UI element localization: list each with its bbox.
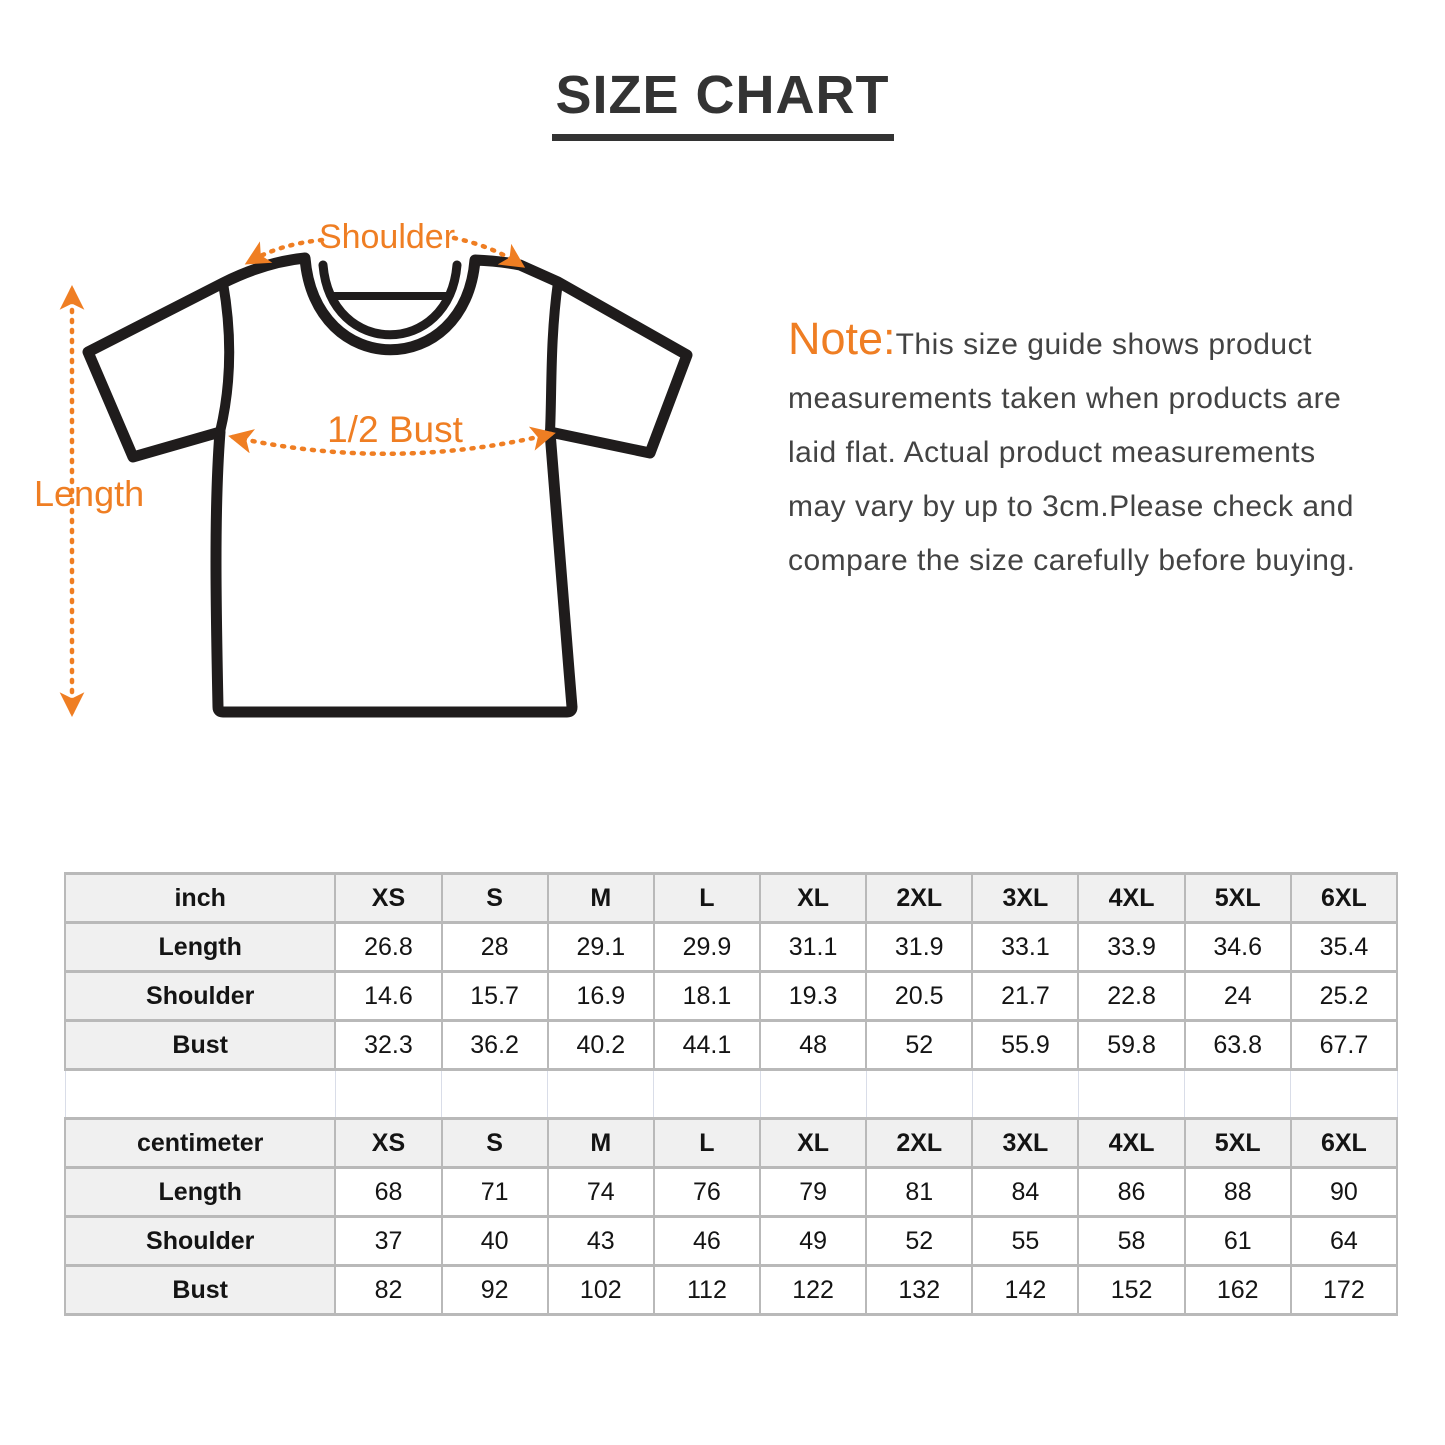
measurement-value: 18.1	[654, 972, 760, 1021]
length-label: Length	[34, 473, 145, 514]
measurement-value: 58	[1078, 1217, 1184, 1266]
inch-header-row	[65, 874, 1397, 923]
measurement-value: 102	[548, 1266, 654, 1315]
size-header: 4XL	[1078, 874, 1184, 923]
note	[788, 312, 1398, 588]
measurement-value: 76	[654, 1168, 760, 1217]
measurement-value: 15.7	[442, 972, 548, 1021]
size-chart-tables	[64, 872, 1398, 1316]
size-header: 6XL	[1291, 1119, 1397, 1168]
spacer-cell	[548, 1070, 654, 1119]
shoulder-label: Shoulder	[318, 218, 456, 256]
measurement-value: 44.1	[654, 1021, 760, 1070]
spacer-cell	[65, 1070, 335, 1119]
measurement-value: 55.9	[972, 1021, 1078, 1070]
measurement-value: 33.9	[1078, 923, 1184, 972]
measurement-value: 142	[972, 1266, 1078, 1315]
measurement-value: 36.2	[442, 1021, 548, 1070]
size-header: S	[442, 874, 548, 923]
measurement-value: 29.1	[548, 923, 654, 972]
tshirt-outline	[88, 258, 687, 712]
measurement-value: 40.2	[548, 1021, 654, 1070]
size-header: 6XL	[1291, 874, 1397, 923]
measurement-value: 33.1	[972, 923, 1078, 972]
size-table	[64, 872, 1398, 1316]
size-header: XS	[335, 1119, 441, 1168]
measurement-value: 74	[548, 1168, 654, 1217]
note-text: This size guide shows product	[895, 328, 1312, 361]
measurement-value: 19.3	[760, 972, 866, 1021]
measurement-value: 28	[442, 923, 548, 972]
measurement-value: 122	[760, 1266, 866, 1315]
spacer-cell	[442, 1070, 548, 1119]
size-header: XL	[760, 874, 866, 923]
page-title-text: SIZE CHART	[552, 64, 894, 141]
measurement-label: Shoulder	[65, 1217, 335, 1266]
measurement-value: 68	[335, 1168, 441, 1217]
measurement-value: 25.2	[1291, 972, 1397, 1021]
measurement-value: 61	[1185, 1217, 1291, 1266]
measurement-value: 14.6	[335, 972, 441, 1021]
size-header: 2XL	[866, 874, 972, 923]
spacer-cell	[866, 1070, 972, 1119]
measurement-value: 48	[760, 1021, 866, 1070]
inch-row-shoulder	[65, 972, 1397, 1021]
centimeter-header-row	[65, 1119, 1397, 1168]
note-line	[788, 312, 1398, 372]
tshirt-diagram-svg	[30, 210, 760, 750]
measurement-value: 29.9	[654, 923, 760, 972]
note-line: may vary by up to 3cm.Please check and	[788, 490, 1354, 523]
measurement-value: 63.8	[1185, 1021, 1291, 1070]
measurement-value: 132	[866, 1266, 972, 1315]
size-header: 3XL	[972, 874, 1078, 923]
measurement-value: 24	[1185, 972, 1291, 1021]
measurement-value: 152	[1078, 1266, 1184, 1315]
measurement-value: 43	[548, 1217, 654, 1266]
measurement-value: 162	[1185, 1266, 1291, 1315]
spacer-cell	[654, 1070, 760, 1119]
measurement-value: 82	[335, 1266, 441, 1315]
measurement-value: 64	[1291, 1217, 1397, 1266]
bust-label: 1/2 Bust	[327, 409, 463, 450]
note-line: laid flat. Actual product measurements	[788, 436, 1316, 469]
measurement-value: 90	[1291, 1168, 1397, 1217]
spacer-row	[65, 1070, 1397, 1119]
measurement-value: 49	[760, 1217, 866, 1266]
measurement-value: 172	[1291, 1266, 1397, 1315]
size-header: 5XL	[1185, 1119, 1291, 1168]
measurement-value: 55	[972, 1217, 1078, 1266]
measurement-value: 112	[654, 1266, 760, 1315]
spacer-cell	[1078, 1070, 1184, 1119]
measurement-value: 67.7	[1291, 1021, 1397, 1070]
note-prefix: Note:	[788, 313, 896, 364]
measurement-value: 37	[335, 1217, 441, 1266]
centimeter-row-length	[65, 1168, 1397, 1217]
measurement-value: 32.3	[335, 1021, 441, 1070]
measurement-value: 88	[1185, 1168, 1291, 1217]
measurement-value: 40	[442, 1217, 548, 1266]
size-header: M	[548, 874, 654, 923]
measurement-label: Bust	[65, 1266, 335, 1315]
unit-label: centimeter	[65, 1119, 335, 1168]
size-header: 4XL	[1078, 1119, 1184, 1168]
measurement-value: 86	[1078, 1168, 1184, 1217]
measurement-label: Length	[65, 923, 335, 972]
centimeter-row-bust	[65, 1266, 1397, 1315]
size-header: 5XL	[1185, 874, 1291, 923]
measurement-value: 31.1	[760, 923, 866, 972]
measurement-value: 22.8	[1078, 972, 1184, 1021]
size-header: L	[654, 1119, 760, 1168]
measurement-value: 21.7	[972, 972, 1078, 1021]
spacer-cell	[335, 1070, 441, 1119]
size-header: 3XL	[972, 1119, 1078, 1168]
measurement-value: 71	[442, 1168, 548, 1217]
spacer-cell	[972, 1070, 1078, 1119]
note-line: compare the size carefully before buying.	[788, 544, 1356, 577]
page-title	[0, 64, 1445, 141]
measurement-value: 20.5	[866, 972, 972, 1021]
measurement-value: 46	[654, 1217, 760, 1266]
inch-row-bust	[65, 1021, 1397, 1070]
centimeter-row-shoulder	[65, 1217, 1397, 1266]
measurement-label: Length	[65, 1168, 335, 1217]
size-header: L	[654, 874, 760, 923]
measurement-value: 59.8	[1078, 1021, 1184, 1070]
size-header: XS	[335, 874, 441, 923]
measurement-value: 31.9	[866, 923, 972, 972]
note-line: measurements taken when products are	[788, 382, 1342, 415]
measurement-value: 35.4	[1291, 923, 1397, 972]
spacer-cell	[1291, 1070, 1397, 1119]
size-header: 2XL	[866, 1119, 972, 1168]
size-header: S	[442, 1119, 548, 1168]
measurement-value: 92	[442, 1266, 548, 1315]
measurement-value: 79	[760, 1168, 866, 1217]
measurement-value: 34.6	[1185, 923, 1291, 972]
measurement-label: Bust	[65, 1021, 335, 1070]
measurement-value: 81	[866, 1168, 972, 1217]
spacer-cell	[760, 1070, 866, 1119]
inch-row-length	[65, 923, 1397, 972]
measurement-value: 16.9	[548, 972, 654, 1021]
measurement-label: Shoulder	[65, 972, 335, 1021]
measurement-value: 52	[866, 1021, 972, 1070]
measurement-value: 26.8	[335, 923, 441, 972]
size-header: XL	[760, 1119, 866, 1168]
measurement-value: 84	[972, 1168, 1078, 1217]
unit-label: inch	[65, 874, 335, 923]
spacer-cell	[1185, 1070, 1291, 1119]
measurement-value: 52	[866, 1217, 972, 1266]
tshirt-measurement-diagram	[30, 210, 760, 750]
size-header: M	[548, 1119, 654, 1168]
